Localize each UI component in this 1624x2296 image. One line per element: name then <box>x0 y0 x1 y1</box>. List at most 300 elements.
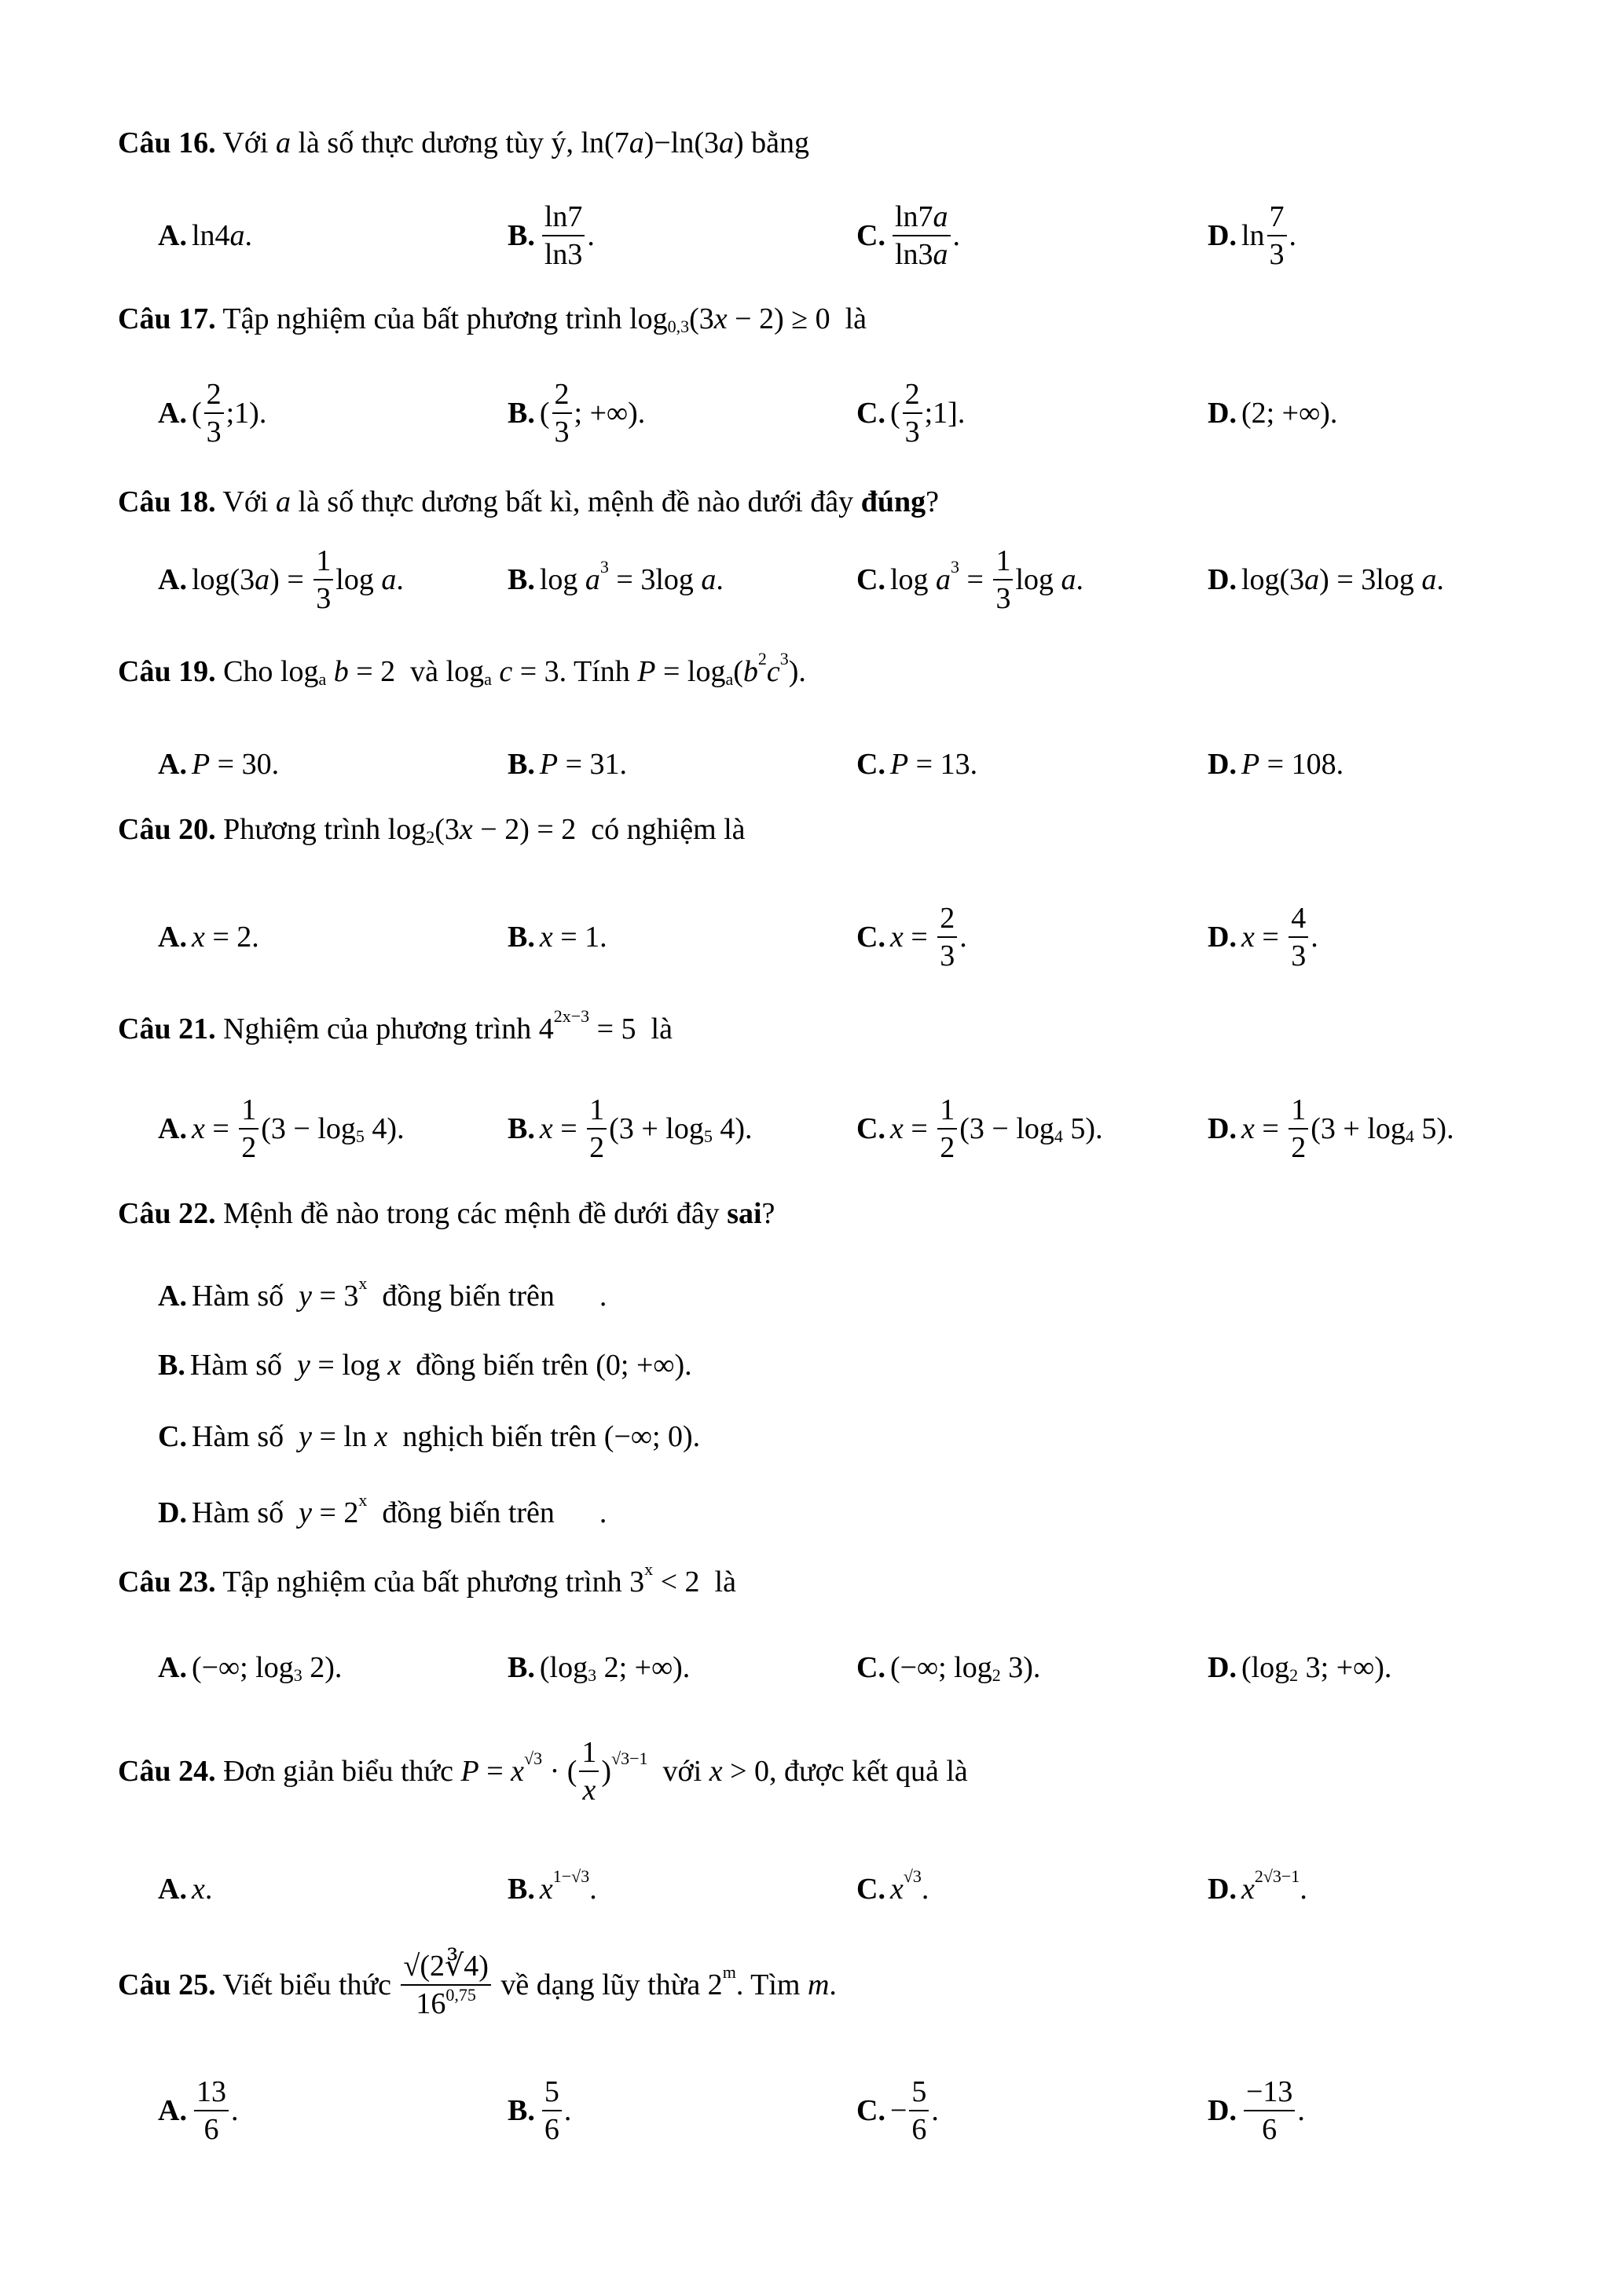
denominator <box>1289 1130 1308 1163</box>
math-variable: P <box>889 748 909 781</box>
subscript: 0,3 <box>667 317 690 336</box>
answer-option[interactable] <box>1208 1653 1391 1683</box>
math-variable: x <box>713 302 728 335</box>
text: với <box>647 1755 709 1788</box>
text: 3 <box>206 416 222 449</box>
denominator <box>587 1130 607 1163</box>
math-variable: x <box>459 813 473 846</box>
text: là số thực dương bất kì, mệnh đề nào dưới đây <box>291 485 861 518</box>
math-variable: x <box>539 1112 553 1145</box>
text: 2 <box>554 378 570 411</box>
text: 2). <box>302 1651 343 1684</box>
math-variable: x <box>709 1755 723 1788</box>
fraction <box>579 1738 599 1805</box>
superscript: x <box>644 1559 654 1579</box>
numerator <box>1267 202 1287 236</box>
text: 1 <box>589 1093 605 1126</box>
text: = 13. <box>908 748 978 781</box>
option-label: B. <box>508 1651 535 1684</box>
question-label: Câu 24. <box>118 1755 216 1788</box>
text: . <box>1311 921 1318 954</box>
denominator <box>903 414 922 447</box>
text: log <box>539 563 585 596</box>
numerator <box>313 546 333 580</box>
option-label: D. <box>1208 1873 1237 1906</box>
text: ( <box>733 655 743 688</box>
answer-option[interactable] <box>856 2077 939 2144</box>
text: = <box>204 1112 237 1145</box>
text: ? <box>926 485 939 518</box>
numerator <box>903 379 922 414</box>
math-variable: a <box>1061 563 1076 596</box>
text: = <box>478 1755 511 1788</box>
superscript: 2x−3 <box>553 1006 590 1026</box>
answer-option[interactable] <box>856 202 960 269</box>
answer-option[interactable] <box>508 2077 571 2144</box>
question-stem <box>118 1559 736 1598</box>
math-variable: a <box>933 238 948 271</box>
subscript: 5 <box>703 1126 713 1146</box>
text: = <box>903 921 936 954</box>
text: 6 <box>203 2113 219 2146</box>
math-variable: a <box>276 126 291 159</box>
numerator <box>1244 2077 1295 2111</box>
option-label: C. <box>856 1112 885 1145</box>
text: 4). <box>712 1112 753 1145</box>
denominator <box>1259 2111 1279 2144</box>
answer-option[interactable] <box>1208 1866 1307 1906</box>
text: Cho log <box>215 655 319 688</box>
numerator <box>401 1951 490 1986</box>
question-label: Câu 19. <box>118 655 216 688</box>
question-label: Câu 17. <box>118 302 216 335</box>
fraction <box>313 546 333 613</box>
subscript: 4 <box>1054 1126 1063 1146</box>
option-label: B. <box>508 219 535 252</box>
text: = 2 <box>311 1496 359 1529</box>
text: Hàm số <box>189 1349 298 1382</box>
text: . Tìm <box>735 1968 808 2001</box>
numerator <box>542 202 585 236</box>
answer-option[interactable] <box>158 546 404 613</box>
answer-option[interactable] <box>158 922 259 952</box>
text: . <box>1076 563 1084 596</box>
math-variable: a <box>276 485 291 518</box>
question-label: Câu 23. <box>118 1565 216 1598</box>
text: ; +∞). <box>574 397 646 430</box>
answer-option[interactable] <box>856 546 1083 613</box>
text: (3 − log <box>959 1112 1054 1145</box>
superscript: 3 <box>951 557 960 577</box>
text: )−ln(3 <box>643 126 719 159</box>
answer-option[interactable] <box>508 749 627 779</box>
text: đồng biến trên . <box>367 1280 607 1313</box>
answer-option[interactable] <box>856 903 967 971</box>
fraction <box>909 2077 929 2144</box>
text: log <box>335 563 382 596</box>
text: (3 + log <box>1311 1112 1406 1145</box>
fraction <box>993 546 1013 613</box>
math-variable: c <box>491 655 513 688</box>
answer-option[interactable] <box>856 1653 1040 1683</box>
question-stem <box>118 1738 968 1805</box>
text: đồng biến trên (0; +∞). <box>401 1349 692 1382</box>
superscript: 0,75 <box>445 1985 476 2005</box>
text: 2 <box>904 378 920 411</box>
text: < 2 là <box>653 1565 736 1598</box>
text: 5 <box>544 2075 559 2108</box>
option-label: A. <box>158 1112 187 1145</box>
text: (2; +∞). <box>1241 397 1338 430</box>
math-variable: b <box>742 655 758 688</box>
text: Viết biểu thức <box>215 1968 399 2001</box>
denominator <box>204 414 224 447</box>
math-variable: x <box>374 1420 388 1453</box>
denominator <box>201 2111 221 2144</box>
option-label: C. <box>856 563 885 596</box>
math-variable: a <box>936 563 951 596</box>
text: . <box>716 563 724 596</box>
answer-option[interactable] <box>856 749 977 779</box>
option-label: C. <box>856 921 885 954</box>
text: Mệnh đề nào trong các mệnh đề dưới đây <box>215 1197 728 1230</box>
answer-option[interactable] <box>508 557 724 596</box>
fraction <box>893 202 951 269</box>
answer-option[interactable] <box>158 1095 405 1163</box>
text: = <box>1254 1112 1287 1145</box>
option-label: B. <box>158 1349 185 1382</box>
text: ln7 <box>544 200 583 233</box>
denominator <box>413 1986 478 2019</box>
math-variable: x <box>511 1755 525 1788</box>
option-label: A. <box>158 219 187 252</box>
text: ? <box>761 1197 775 1230</box>
option-label: B. <box>508 1873 535 1906</box>
math-variable: a <box>629 126 644 159</box>
text: = <box>552 1112 585 1145</box>
answer-option[interactable] <box>158 1874 212 1904</box>
answer-option[interactable] <box>856 1866 929 1906</box>
math-variable: x <box>191 921 205 954</box>
numerator <box>937 1095 957 1130</box>
answer-option[interactable] <box>158 749 279 779</box>
fraction <box>1289 903 1308 971</box>
answer-option[interactable] <box>158 1422 700 1452</box>
option-label: B. <box>508 1112 535 1145</box>
text: (log <box>1241 1651 1290 1684</box>
fraction <box>542 202 585 269</box>
answer-option[interactable] <box>1208 565 1444 595</box>
denominator <box>993 580 1013 613</box>
subscript: a <box>484 669 492 689</box>
math-variable: b <box>326 655 349 688</box>
text: đồng biến trên . <box>367 1496 607 1529</box>
text: . <box>563 2094 572 2127</box>
text: 1 <box>995 544 1011 577</box>
denominator <box>937 938 957 971</box>
math-variable: a <box>719 126 734 159</box>
text: ln3 <box>894 238 933 271</box>
text: . <box>396 563 404 596</box>
option-label: C. <box>856 748 885 781</box>
numerator <box>587 1095 607 1130</box>
text: 1 <box>241 1093 257 1126</box>
answer-option[interactable] <box>158 2077 238 2144</box>
question-label: Câu 20. <box>118 813 216 846</box>
text: 2 <box>940 1131 955 1164</box>
fraction <box>1267 202 1287 269</box>
answer-option[interactable] <box>1208 903 1318 971</box>
superscript: √3−1 <box>611 1749 648 1768</box>
math-variable: P <box>1241 748 1260 781</box>
question-label: Câu 25. <box>118 1968 216 2001</box>
numerator <box>1289 1095 1308 1130</box>
text: ln7 <box>894 200 933 233</box>
subscript: 3 <box>293 1665 302 1685</box>
text: . <box>204 1873 213 1906</box>
math-variable: x <box>582 1774 596 1807</box>
denominator <box>1289 938 1308 971</box>
text: 5). <box>1413 1112 1454 1145</box>
text: 3 <box>995 582 1011 615</box>
text: −13 <box>1245 2075 1293 2108</box>
denominator <box>937 1130 957 1163</box>
fraction <box>542 2077 562 2144</box>
math-variable: x <box>889 921 904 954</box>
denominator <box>552 414 572 447</box>
option-label: C. <box>856 1651 885 1684</box>
math-variable: x <box>539 1873 553 1906</box>
text: 3 <box>1291 939 1307 972</box>
text: 3). <box>1000 1651 1041 1684</box>
answer-option[interactable] <box>158 1490 607 1529</box>
text: ( <box>191 397 202 430</box>
text: 7 <box>1269 200 1285 233</box>
superscript: 2√3−1 <box>1254 1866 1300 1886</box>
text: . <box>230 2094 239 2127</box>
answer-option[interactable] <box>1208 749 1344 779</box>
question-stem <box>118 128 809 158</box>
math-variable: x <box>1241 1112 1255 1145</box>
math-variable: P <box>637 655 656 688</box>
math-variable: x <box>539 921 553 954</box>
option-label: D. <box>1208 563 1237 596</box>
text: Hàm số <box>191 1420 299 1453</box>
text: 3 <box>1269 238 1285 271</box>
text: − 2) = 2 có nghiệm là <box>472 813 746 846</box>
text: Phương trình log <box>215 813 427 846</box>
option-label: C. <box>856 1873 885 1906</box>
fraction <box>194 2077 229 2144</box>
text: 2 <box>940 902 955 935</box>
answer-option[interactable] <box>158 221 252 251</box>
text: 3; +∞). <box>1298 1651 1392 1684</box>
subscript: 2 <box>992 1665 1001 1685</box>
question-stem <box>118 649 806 689</box>
math-variable: a <box>229 219 245 252</box>
question-label: Câu 22. <box>118 1197 216 1230</box>
fraction <box>903 379 922 447</box>
math-variable: a <box>585 563 600 596</box>
math-variable: y <box>299 1496 312 1529</box>
text: 4 <box>1291 902 1307 935</box>
superscript: 1−√3 <box>552 1866 590 1886</box>
question-stem <box>118 304 867 334</box>
denominator <box>580 1772 598 1805</box>
text: 3 <box>316 582 332 615</box>
option-label: A. <box>158 921 187 954</box>
subscript: 3 <box>588 1665 597 1685</box>
superscript: 2 <box>757 649 767 668</box>
text: 1 <box>1291 1093 1307 1126</box>
text: . <box>1289 219 1297 252</box>
numerator <box>893 202 951 236</box>
superscript: √3 <box>903 1866 922 1886</box>
text: ( <box>539 397 550 430</box>
text: 5 <box>911 2075 927 2108</box>
text: ) = <box>269 563 312 596</box>
answer-option[interactable] <box>158 379 266 447</box>
math-variable: x <box>889 1112 904 1145</box>
fraction <box>1244 2077 1295 2144</box>
superscript: m <box>722 1962 736 1982</box>
text: 2; +∞). <box>596 1651 691 1684</box>
text: nghịch biến trên (−∞; 0). <box>387 1420 701 1453</box>
fraction <box>204 379 224 447</box>
math-variable: c <box>766 655 780 688</box>
text: 2 <box>1291 1131 1307 1164</box>
text: ) <box>601 1755 612 1788</box>
answer-option[interactable] <box>158 1273 607 1313</box>
text: (−∞; log <box>191 1651 294 1684</box>
option-label: D. <box>1208 921 1237 954</box>
text: = log <box>310 1349 388 1382</box>
answer-option[interactable] <box>1208 398 1337 428</box>
text: ;1). <box>225 397 267 430</box>
subscript: 2 <box>426 827 435 847</box>
math-variable: a <box>1304 563 1320 596</box>
text: = 30. <box>210 748 280 781</box>
math-variable: a <box>933 200 948 233</box>
question-stem <box>118 487 939 517</box>
answer-option[interactable] <box>158 1350 692 1380</box>
question-stem <box>118 1199 775 1229</box>
denominator <box>909 2111 929 2144</box>
text: 1 <box>316 544 332 577</box>
subscript: a <box>318 669 327 689</box>
text: = log <box>655 655 726 688</box>
text: Với <box>215 485 276 518</box>
math-variable: y <box>299 1280 312 1313</box>
text: 1 <box>581 1736 597 1769</box>
numerator <box>937 903 957 938</box>
denominator <box>313 580 333 613</box>
option-label: D. <box>1208 748 1237 781</box>
numerator <box>239 1095 258 1130</box>
numerator <box>204 379 224 414</box>
option-label: D. <box>158 1496 187 1529</box>
answer-option[interactable] <box>508 1095 752 1163</box>
option-label: D. <box>1208 397 1237 430</box>
fraction <box>1289 1095 1308 1163</box>
question-label: Câu 16. <box>118 126 216 159</box>
question-label: Câu 21. <box>118 1013 216 1045</box>
option-label: C. <box>856 2094 885 2127</box>
numerator <box>1289 903 1308 938</box>
text: 4). <box>364 1112 405 1145</box>
answer-option[interactable] <box>508 202 595 269</box>
numerator <box>579 1738 599 1772</box>
question-stem <box>118 813 746 847</box>
text: 5). <box>1062 1112 1103 1145</box>
text: . <box>1436 563 1444 596</box>
text: · ( <box>542 1755 577 1788</box>
answer-option[interactable] <box>1208 1095 1454 1163</box>
text: = 108. <box>1259 748 1344 781</box>
text: . <box>931 2094 939 2127</box>
text: Với <box>215 126 276 159</box>
answer-option[interactable] <box>508 1653 690 1683</box>
fraction <box>587 1095 607 1163</box>
option-label: D. <box>1208 219 1237 252</box>
text: Đơn giản biểu thức <box>215 1755 461 1788</box>
text: 13 <box>196 2075 226 2108</box>
text: log <box>889 563 937 596</box>
math-variable: P <box>539 748 559 781</box>
option-label: D. <box>1208 1112 1237 1145</box>
answer-option[interactable] <box>856 1095 1103 1163</box>
text: log(3 <box>1241 563 1305 596</box>
superscript: x <box>358 1490 368 1510</box>
text: 3 <box>940 939 955 972</box>
text: ln4 <box>191 219 230 252</box>
subscript: 4 <box>1405 1126 1414 1146</box>
fraction <box>937 903 957 971</box>
option-label: B. <box>508 921 535 954</box>
math-variable: x <box>191 1873 205 1906</box>
answer-option[interactable] <box>158 1653 342 1683</box>
math-variable: P <box>191 748 211 781</box>
text: 3 <box>904 416 920 449</box>
answer-option[interactable] <box>508 922 607 952</box>
math-variable: x <box>1241 921 1255 954</box>
text: . <box>589 1873 597 1906</box>
text: 16 <box>416 1987 446 2020</box>
option-label: A. <box>158 748 187 781</box>
text: (3 + log <box>609 1112 704 1145</box>
math-variable: x <box>1241 1873 1255 1906</box>
answer-option[interactable] <box>1208 202 1296 269</box>
subscript: 5 <box>355 1126 365 1146</box>
text: ln <box>1241 219 1265 252</box>
answer-option[interactable] <box>1208 2077 1305 2144</box>
text: ( <box>889 397 900 430</box>
text: = 3. Tính <box>512 655 638 688</box>
option-label: A. <box>158 2094 187 2127</box>
option-label: B. <box>508 748 535 781</box>
answer-option[interactable] <box>508 1866 597 1906</box>
text: √(2∛4) <box>403 1950 489 1983</box>
fraction <box>937 1095 957 1163</box>
answer-option[interactable] <box>856 379 965 447</box>
text: Hàm số <box>191 1280 299 1313</box>
text: = 5 là <box>589 1013 673 1045</box>
option-label: A. <box>158 1873 187 1906</box>
answer-option[interactable] <box>508 379 645 447</box>
subscript: 2 <box>1289 1665 1299 1685</box>
text: log <box>1015 563 1061 596</box>
option-label: A. <box>158 563 187 596</box>
